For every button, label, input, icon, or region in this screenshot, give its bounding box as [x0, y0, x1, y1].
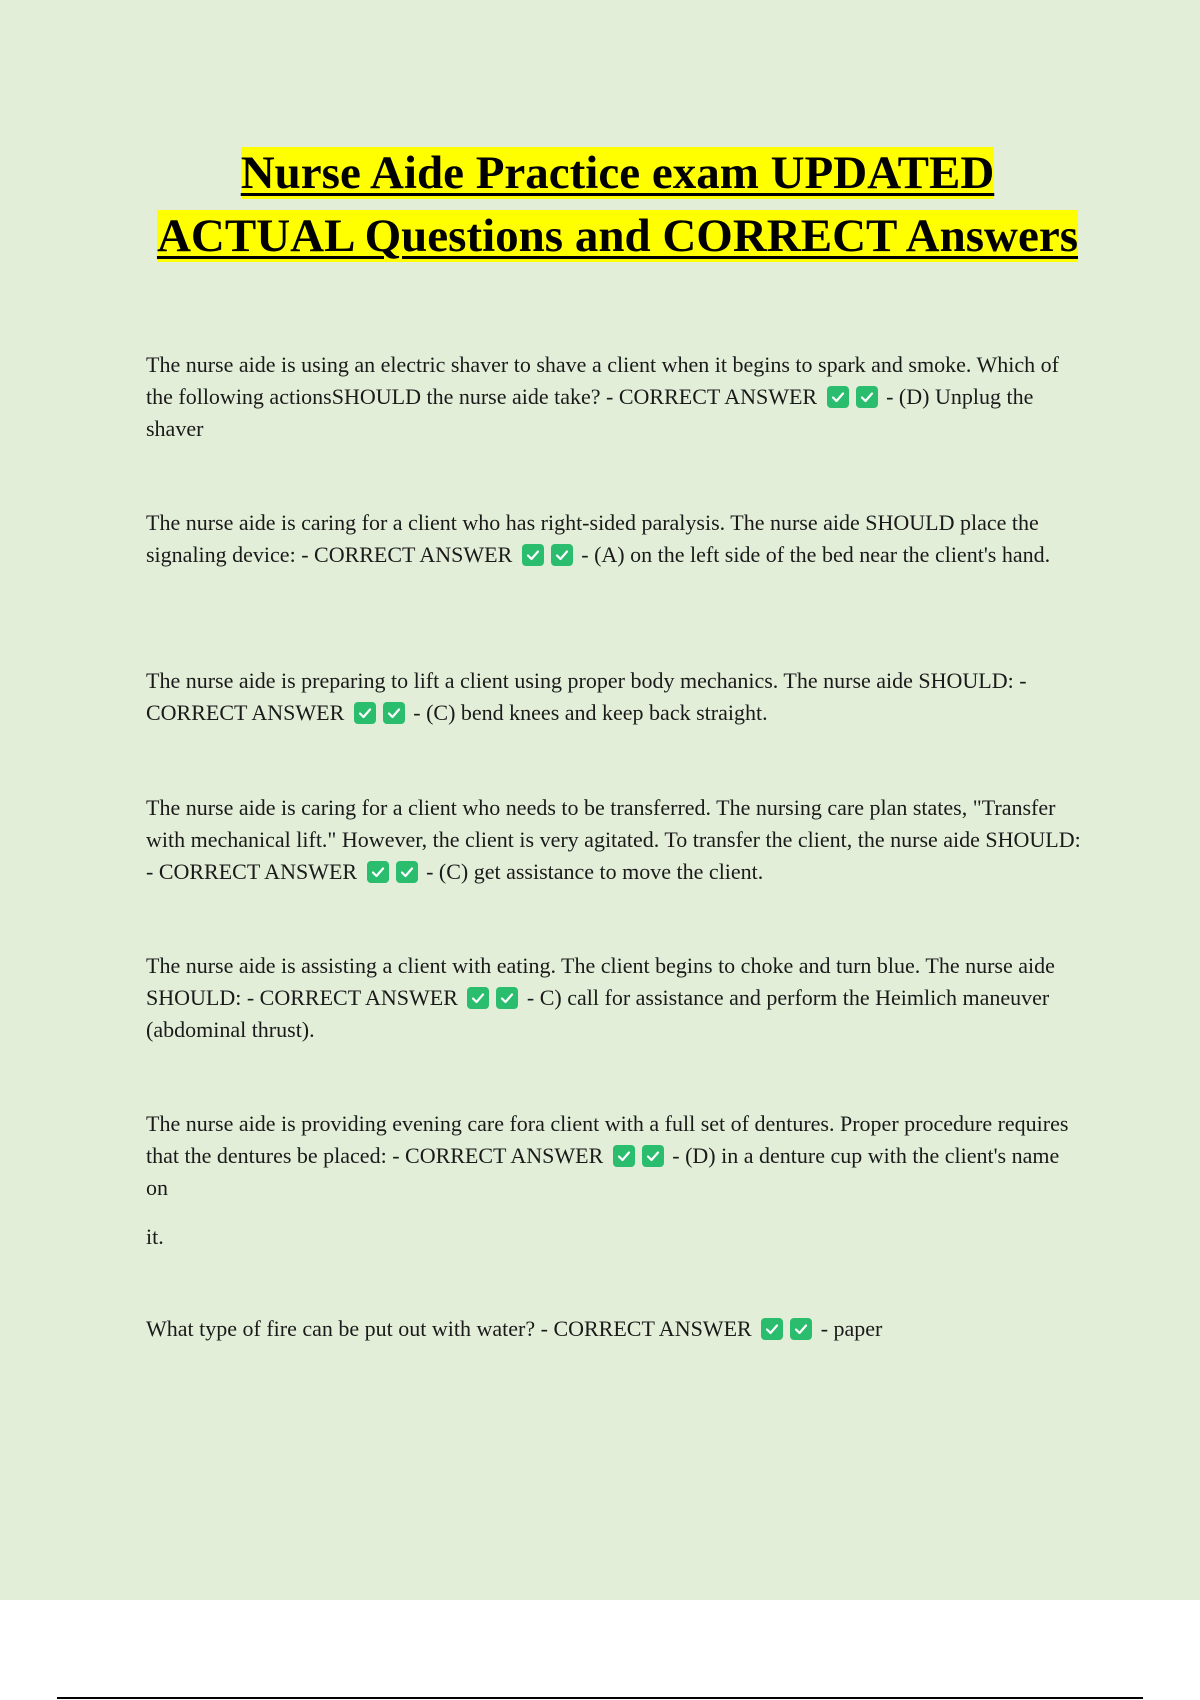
answer-marker: - CORRECT ANSWER: [540, 1316, 752, 1341]
check-mark-button-icon: [642, 1145, 664, 1167]
question-text: The nurse aide is using an electric shaver to shave a client when it begins to spark and smoke. Which of the following actionsSHOULD the nurse aide take?: [146, 352, 1059, 409]
answer-text: - (D) Unplug the shaver: [146, 384, 1034, 441]
check-mark-button-icon: [613, 1145, 635, 1167]
check-mark-button-icon: [383, 702, 405, 724]
qa-item: [146, 950, 1081, 1046]
check-mark-button-icon: [790, 1318, 812, 1340]
check-mark-button-icon: [496, 987, 518, 1009]
question-text: The nurse aide is assisting a client with eating. The client begins to choke and turn blue. The nurse aide SHOULD:: [146, 953, 1055, 1010]
answer-text: - (C) get assistance to move the client.: [426, 859, 764, 884]
question-text: The nurse aide is providing evening care fora client with a full set of dentures. Proper procedure requires that the dentures be placed:: [146, 1111, 1069, 1168]
footer-divider: [57, 1697, 1143, 1699]
answer-text: - (C) bend knees and keep back straight.: [413, 700, 768, 725]
qa-item: [146, 507, 1081, 571]
question-text: The nurse aide is preparing to lift a client using proper body mechanics. The nurse aide SHOULD:: [146, 668, 1014, 693]
document-title: [140, 142, 1095, 268]
qa-item: [146, 792, 1081, 888]
qa-item: [146, 1108, 1081, 1204]
check-mark-button-icon: [522, 544, 544, 566]
answer-marker: - CORRECT ANSWER: [606, 384, 818, 409]
check-mark-button-icon: [827, 386, 849, 408]
question-text: What type of fire can be put out with water?: [146, 1316, 536, 1341]
answer-marker: - CORRECT ANSWER: [246, 985, 458, 1010]
answer-text: - (A) on the left side of the bed near the client's hand.: [581, 542, 1051, 567]
check-mark-button-icon: [396, 861, 418, 883]
answer-marker: - CORRECT ANSWER: [301, 542, 513, 567]
title-highlight: Nurse Aide Practice exam UPDATED ACTUAL Questions and CORRECT Answers: [156, 147, 1079, 262]
check-mark-button-icon: [367, 861, 389, 883]
answer-marker: - CORRECT ANSWER: [392, 1143, 604, 1168]
answer-marker: - CORRECT ANSWER: [146, 859, 358, 884]
check-mark-button-icon: [856, 386, 878, 408]
continuation-text: it.: [146, 1224, 164, 1249]
answer-marker: - CORRECT ANSWER: [146, 668, 1027, 725]
answer-text: - C) call for assistance and perform the Heimlich maneuver (abdominal thrust).: [146, 985, 1050, 1042]
check-mark-button-icon: [467, 987, 489, 1009]
check-mark-button-icon: [551, 544, 573, 566]
qa-item: [146, 665, 1081, 729]
check-mark-button-icon: [354, 702, 376, 724]
check-mark-button-icon: [761, 1318, 783, 1340]
qa-item: [146, 1313, 1081, 1345]
answer-text: - (D) in a denture cup with the client's name on: [146, 1143, 1060, 1200]
question-text: The nurse aide is caring for a client who has right-sided paralysis. The nurse aide SHOULD place the signaling device:: [146, 510, 1039, 567]
answer-text: - paper: [820, 1316, 883, 1341]
question-text: The nurse aide is caring for a client who needs to be transferred. The nursing care plan states, "Transfer with mechanical lift." However, the client is very agitated. To transfer the client, the nurse aide SHOULD:: [146, 795, 1081, 852]
qa-item: [146, 349, 1081, 445]
